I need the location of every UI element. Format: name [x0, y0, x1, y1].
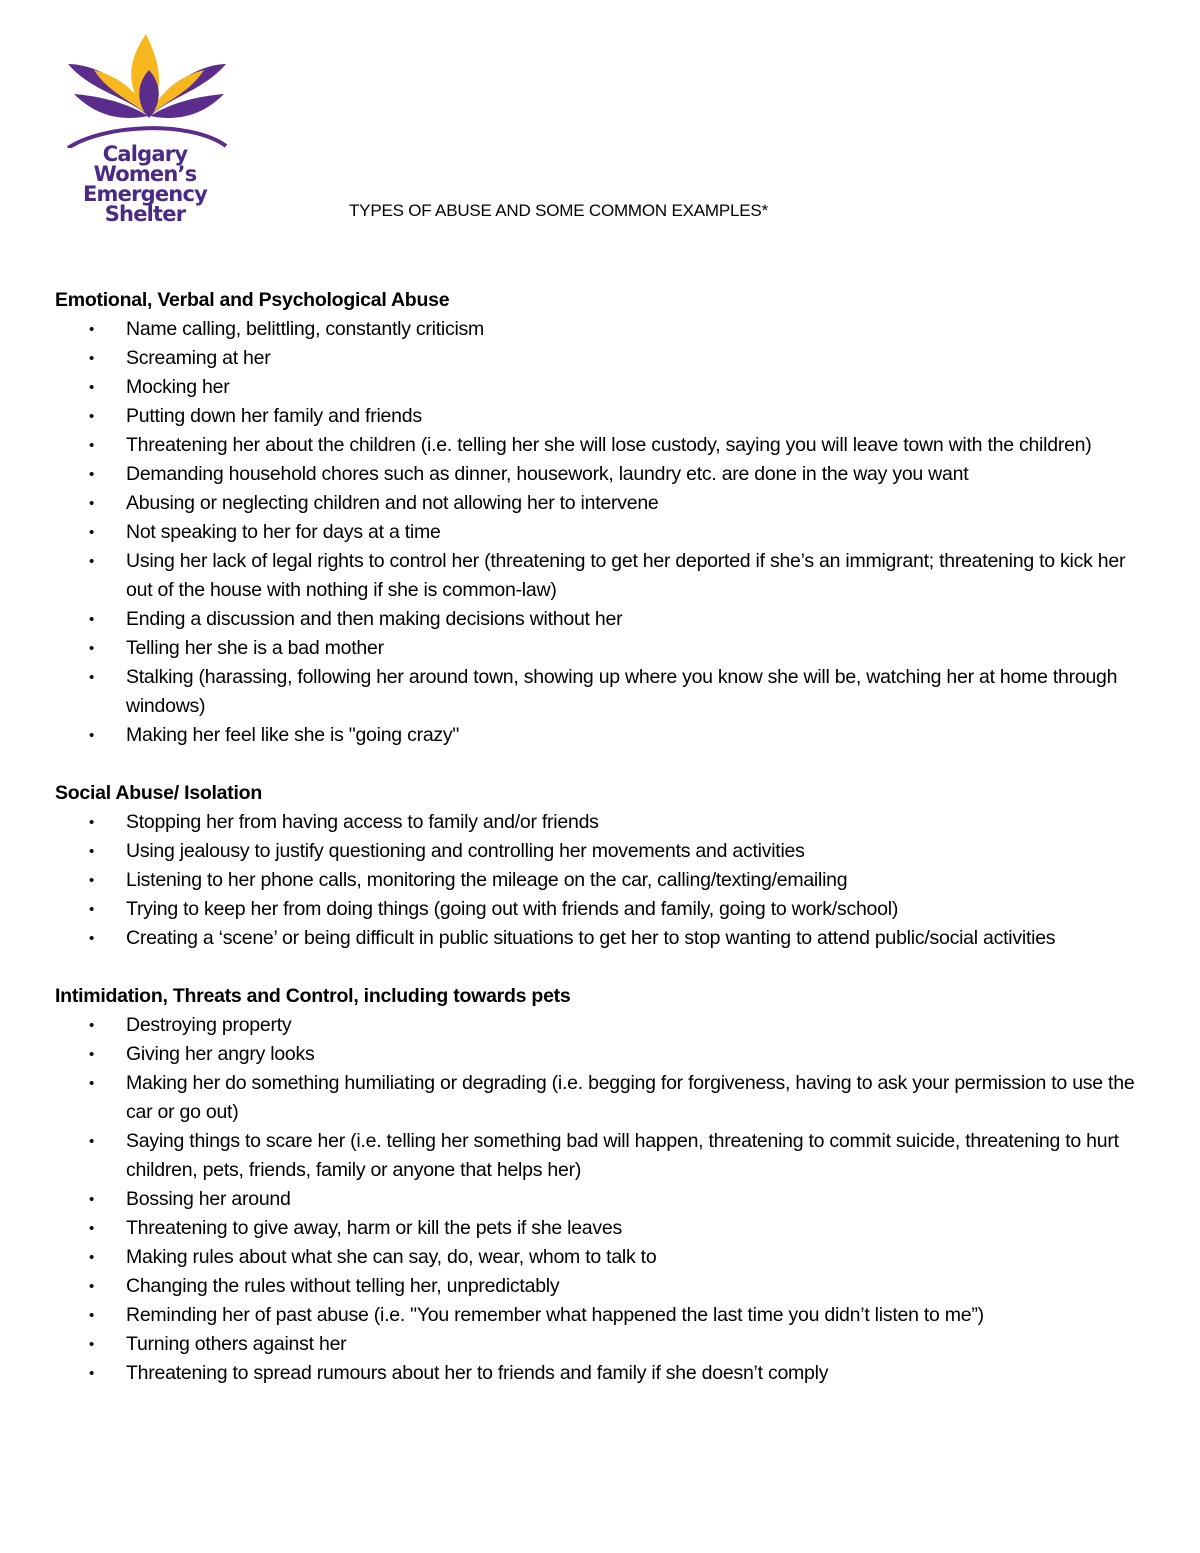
logo-line-emergency: Emergency	[83, 182, 207, 206]
bullet-icon: •	[89, 1133, 95, 1150]
example-list	[55, 808, 1155, 953]
list-item-text: Abusing or neglecting children and not allowing her to intervene	[126, 492, 659, 514]
list-item	[55, 1127, 1155, 1185]
list-item	[55, 1185, 1155, 1214]
list-item	[55, 547, 1155, 605]
bullet-icon: •	[89, 611, 95, 628]
logo-line-womens: Women’s	[93, 162, 197, 186]
bullet-icon: •	[89, 495, 95, 512]
list-item-text: Saying things to scare her (i.e. telling her something bad will happen, threatening to commit suicide, threatening to hurt children, pets, friends, family or anyone that helps her)	[126, 1130, 1119, 1181]
logo-line-shelter: Shelter	[104, 202, 186, 226]
shelter-logo	[64, 30, 234, 226]
list-item-text: Ending a discussion and then making decisions without her	[126, 608, 623, 630]
bullet-icon: •	[89, 466, 95, 483]
list-item-text: Using jealousy to justify questioning and controlling her movements and activities	[126, 840, 805, 862]
bullet-icon: •	[89, 727, 95, 744]
list-item-text: Making her do something humiliating or degrading (i.e. begging for forgiveness, having to ask your permission to use the car or go out)	[126, 1072, 1135, 1123]
list-item	[55, 895, 1155, 924]
bullet-icon: •	[89, 1307, 95, 1324]
list-item	[55, 837, 1155, 866]
list-item-text: Telling her she is a bad mother	[126, 637, 384, 659]
list-item-text: Using her lack of legal rights to control her (threatening to get her deported if she’s an immigrant; threatening to kick her out of the house with nothing if she is common-law)	[126, 550, 1126, 601]
example-list	[55, 315, 1155, 750]
bullet-icon: •	[89, 814, 95, 831]
list-item	[55, 373, 1155, 402]
lotus-flower-icon	[64, 30, 234, 148]
list-item-text: Screaming at her	[126, 347, 271, 369]
list-item	[55, 866, 1155, 895]
list-item-text: Turning others against her	[126, 1333, 347, 1355]
bullet-icon: •	[89, 1220, 95, 1237]
bullet-icon: •	[89, 553, 95, 570]
list-item-text: Demanding household chores such as dinner, housework, laundry etc. are done in the way you want	[126, 463, 969, 485]
bullet-icon: •	[89, 321, 95, 338]
list-item-text: Giving her angry looks	[126, 1043, 315, 1065]
list-item	[55, 344, 1155, 373]
list-item-text: Threatening to give away, harm or kill the pets if she leaves	[126, 1217, 622, 1239]
abuse-type-section	[55, 286, 1155, 750]
bullet-icon: •	[89, 930, 95, 947]
abuse-type-section	[55, 982, 1155, 1388]
bullet-icon: •	[89, 379, 95, 396]
list-item	[55, 663, 1155, 721]
list-item-text: Name calling, belittling, constantly criticism	[126, 318, 485, 340]
bullet-icon: •	[89, 1075, 95, 1092]
list-item	[55, 315, 1155, 344]
list-item-text: Mocking her	[126, 376, 230, 398]
list-item	[55, 518, 1155, 547]
bullet-icon: •	[89, 872, 95, 889]
list-item-text: Stalking (harassing, following her around town, showing up where you know she will be, watching her at home through windows)	[126, 666, 1118, 717]
list-item-text: Not speaking to her for days at a time	[126, 521, 441, 543]
bullet-icon: •	[89, 1046, 95, 1063]
list-item	[55, 489, 1155, 518]
list-item-text: Trying to keep her from doing things (going out with friends and family, going to work/school)	[126, 898, 899, 920]
list-item	[55, 1359, 1155, 1388]
list-item	[55, 605, 1155, 634]
list-item	[55, 1272, 1155, 1301]
abuse-type-section	[55, 779, 1155, 953]
list-item-text: Making her feel like she is "going crazy"	[126, 724, 460, 746]
bullet-icon: •	[89, 408, 95, 425]
section-heading: Intimidation, Threats and Control, including towards pets	[55, 985, 571, 1007]
bullet-icon: •	[89, 843, 95, 860]
list-item-text: Making rules about what she can say, do, wear, whom to talk to	[126, 1246, 657, 1268]
list-item	[55, 1301, 1155, 1330]
example-list	[55, 1011, 1155, 1388]
list-item	[55, 1330, 1155, 1359]
logo-line-calgary: Calgary	[102, 142, 188, 166]
list-item	[55, 924, 1155, 953]
list-item	[55, 402, 1155, 431]
list-item-text: Creating a ‘scene’ or being difficult in public situations to get her to stop wanting to attend public/social activities	[126, 927, 1056, 949]
list-item-text: Putting down her family and friends	[126, 405, 422, 427]
bullet-icon: •	[89, 1278, 95, 1295]
list-item-text: Reminding her of past abuse (i.e. "You remember what happened the last time you didn’t listen to me”)	[126, 1304, 984, 1326]
list-item	[55, 1040, 1155, 1069]
list-item-text: Destroying property	[126, 1014, 292, 1036]
section-heading: Social Abuse/ Isolation	[55, 782, 262, 804]
list-item-text: Changing the rules without telling her, unpredictably	[126, 1275, 560, 1297]
list-item-text: Stopping her from having access to family and/or friends	[126, 811, 599, 833]
list-item	[55, 634, 1155, 663]
list-item	[55, 808, 1155, 837]
list-item	[55, 1011, 1155, 1040]
bullet-icon: •	[89, 437, 95, 454]
list-item	[55, 431, 1155, 460]
bullet-icon: •	[89, 1191, 95, 1208]
bullet-icon: •	[89, 1336, 95, 1353]
list-item	[55, 1214, 1155, 1243]
bullet-icon: •	[89, 1017, 95, 1034]
document-title: TYPES OF ABUSE AND SOME COMMON EXAMPLES*	[349, 201, 768, 220]
list-item-text: Threatening her about the children (i.e. telling her she will lose custody, saying you will leave town with the children)	[126, 434, 1092, 456]
list-item-text: Threatening to spread rumours about her to friends and family if she doesn’t comply	[126, 1362, 829, 1384]
list-item	[55, 721, 1155, 750]
logo-wordmark	[70, 144, 220, 224]
list-item	[55, 1069, 1155, 1127]
list-item-text: Bossing her around	[126, 1188, 291, 1210]
section-heading: Emotional, Verbal and Psychological Abuse	[55, 289, 450, 311]
list-item-text: Listening to her phone calls, monitoring the mileage on the car, calling/texting/emailing	[126, 869, 848, 891]
list-item	[55, 460, 1155, 489]
list-item	[55, 1243, 1155, 1272]
bullet-icon: •	[89, 524, 95, 541]
bullet-icon: •	[89, 901, 95, 918]
bullet-icon: •	[89, 350, 95, 367]
bullet-icon: •	[89, 1249, 95, 1266]
bullet-icon: •	[89, 1365, 95, 1382]
bullet-icon: •	[89, 669, 95, 686]
document-body	[55, 286, 1155, 1417]
bullet-icon: •	[89, 640, 95, 657]
